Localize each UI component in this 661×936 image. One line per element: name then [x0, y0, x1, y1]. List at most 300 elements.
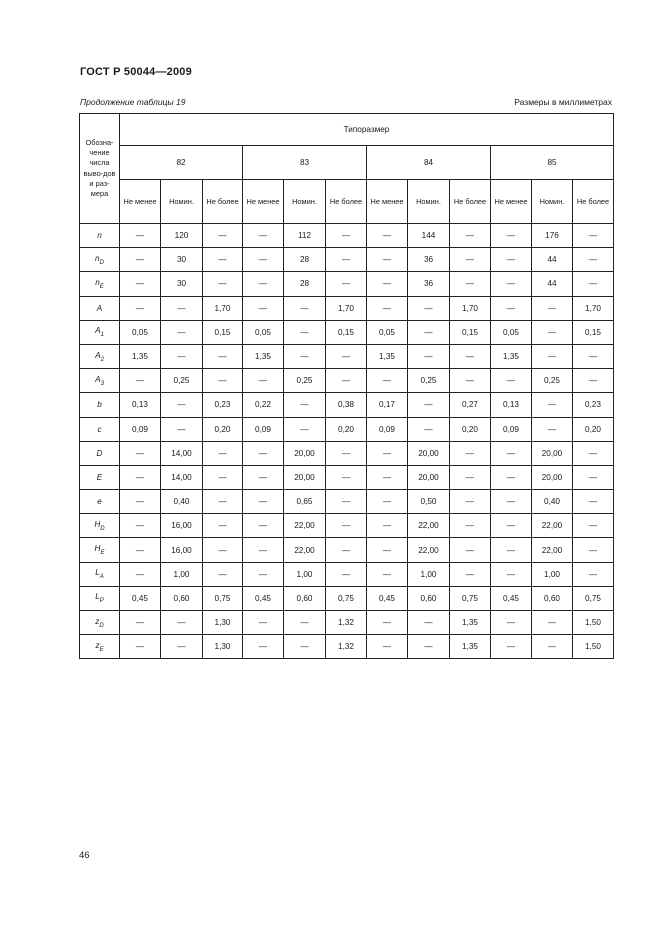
value-cell: 1,30 [203, 635, 243, 659]
table-row [80, 611, 614, 635]
value-cell: — [284, 296, 326, 320]
value-cell: — [491, 611, 532, 635]
parameter-symbol [80, 635, 120, 659]
value-cell: — [326, 562, 367, 586]
value-cell: 36 [408, 248, 450, 272]
parameter-symbol [80, 465, 120, 489]
value-cell: — [326, 538, 367, 562]
value-cell: — [532, 635, 573, 659]
value-cell: — [161, 611, 203, 635]
value-cell: 0,25 [532, 369, 573, 393]
value-cell: — [326, 224, 367, 248]
value-cell: 0,13 [120, 393, 161, 417]
symbol-subscript: 1 [100, 332, 104, 339]
symbol-subscript: D [99, 259, 104, 266]
value-cell: 0,23 [573, 393, 614, 417]
value-cell: — [573, 344, 614, 368]
symbol-subscript: E [99, 646, 104, 653]
value-cell: 112 [284, 224, 326, 248]
parameter-symbol [80, 417, 120, 441]
value-cell: — [120, 441, 161, 465]
value-cell: — [120, 296, 161, 320]
value-cell: — [243, 611, 284, 635]
value-cell: 16,00 [161, 514, 203, 538]
value-cell: 0,38 [326, 393, 367, 417]
value-cell: 0,65 [284, 490, 326, 514]
value-cell: 144 [408, 224, 450, 248]
symbol-subscript: 2 [100, 356, 104, 363]
value-cell: — [161, 320, 203, 344]
value-cell: — [491, 441, 532, 465]
value-cell: — [367, 611, 408, 635]
min-subheader: Не менее [367, 180, 408, 224]
symbol-letter: e [97, 497, 102, 507]
symbol-subscript: 3 [100, 380, 104, 387]
value-cell: 1,00 [284, 562, 326, 586]
value-cell: — [243, 296, 284, 320]
value-cell: 1,70 [326, 296, 367, 320]
parameter-symbol [80, 248, 120, 272]
value-cell: 22,00 [284, 514, 326, 538]
parameter-symbol [80, 320, 120, 344]
value-cell: — [243, 538, 284, 562]
value-cell: — [120, 514, 161, 538]
value-cell: 0,09 [367, 417, 408, 441]
value-cell: — [203, 465, 243, 489]
header-row-sizes [80, 146, 614, 180]
table-row [80, 586, 614, 610]
value-cell: 0,22 [243, 393, 284, 417]
value-cell: — [326, 248, 367, 272]
value-cell: — [326, 490, 367, 514]
value-cell: 28 [284, 272, 326, 296]
value-cell: — [367, 441, 408, 465]
table-row [80, 441, 614, 465]
value-cell: 0,75 [573, 586, 614, 610]
value-cell: 0,23 [203, 393, 243, 417]
value-cell: — [203, 272, 243, 296]
value-cell: — [203, 441, 243, 465]
size-header: 84 [367, 146, 491, 180]
value-cell: — [408, 417, 450, 441]
symbol-letter: D [96, 448, 103, 458]
value-cell: — [203, 538, 243, 562]
value-cell: — [491, 538, 532, 562]
symbol-letter: n [97, 231, 102, 241]
table-row [80, 490, 614, 514]
value-cell: — [573, 369, 614, 393]
value-cell: 0,50 [408, 490, 450, 514]
value-cell: 1,00 [161, 562, 203, 586]
value-cell: — [450, 344, 491, 368]
value-cell: 44 [532, 248, 573, 272]
value-cell: 0,75 [326, 586, 367, 610]
min-subheader: Не менее [120, 180, 161, 224]
value-cell: 120 [161, 224, 203, 248]
value-cell: 1,35 [120, 344, 161, 368]
value-cell: 0,60 [284, 586, 326, 610]
value-cell: — [367, 538, 408, 562]
parameter-symbol [80, 272, 120, 296]
value-cell: 1,32 [326, 635, 367, 659]
value-cell: — [450, 562, 491, 586]
value-cell: — [573, 514, 614, 538]
nominal-subheader: Номин. [408, 180, 450, 224]
value-cell: — [450, 538, 491, 562]
max-subheader: Не более [450, 180, 491, 224]
value-cell: — [450, 514, 491, 538]
value-cell: — [161, 635, 203, 659]
table-row [80, 417, 614, 441]
value-cell: — [326, 369, 367, 393]
table-row [80, 369, 614, 393]
value-cell: — [408, 611, 450, 635]
value-cell: 22,00 [408, 538, 450, 562]
value-cell: — [120, 248, 161, 272]
value-cell: 176 [532, 224, 573, 248]
value-cell: 1,35 [450, 611, 491, 635]
value-cell: 0,75 [450, 586, 491, 610]
header-row-group [80, 114, 614, 146]
max-subheader: Не более [326, 180, 367, 224]
value-cell: 1,30 [203, 611, 243, 635]
value-cell: — [408, 296, 450, 320]
value-cell: — [532, 611, 573, 635]
value-cell: — [203, 514, 243, 538]
symbol-letter: A [96, 303, 103, 313]
value-cell: — [161, 296, 203, 320]
value-cell: — [408, 344, 450, 368]
value-cell: — [408, 635, 450, 659]
value-cell: — [367, 562, 408, 586]
value-cell: 1,70 [203, 296, 243, 320]
value-cell: — [491, 635, 532, 659]
table-row [80, 635, 614, 659]
value-cell: — [532, 417, 573, 441]
value-cell: 0,09 [491, 417, 532, 441]
value-cell: — [326, 272, 367, 296]
min-subheader: Не менее [243, 180, 284, 224]
value-cell: — [284, 344, 326, 368]
value-cell: 1,00 [408, 562, 450, 586]
value-cell: — [491, 369, 532, 393]
document-title: ГОСТ Р 50044—2009 [80, 66, 192, 78]
value-cell: — [450, 272, 491, 296]
table-row [80, 224, 614, 248]
value-cell: 1,50 [573, 635, 614, 659]
value-cell: 0,75 [203, 586, 243, 610]
value-cell: — [491, 224, 532, 248]
value-cell: — [326, 465, 367, 489]
value-cell: — [450, 224, 491, 248]
table-row [80, 393, 614, 417]
value-cell: 22,00 [408, 514, 450, 538]
value-cell: 0,09 [243, 417, 284, 441]
value-cell: — [450, 441, 491, 465]
value-cell: — [120, 490, 161, 514]
symbol-letter: n [95, 253, 100, 263]
value-cell: — [120, 562, 161, 586]
value-cell: 1,32 [326, 611, 367, 635]
value-cell: 14,00 [161, 465, 203, 489]
symbol-letter: L [95, 592, 100, 602]
value-cell: — [243, 224, 284, 248]
value-cell: 22,00 [284, 538, 326, 562]
symbol-subscript: A [99, 574, 104, 581]
value-cell: — [573, 248, 614, 272]
value-cell: 1,70 [450, 296, 491, 320]
value-cell: — [161, 344, 203, 368]
value-cell: 1,35 [450, 635, 491, 659]
parameter-symbol [80, 393, 120, 417]
symbol-letter: b [97, 400, 102, 410]
value-cell: — [367, 635, 408, 659]
value-cell: — [450, 248, 491, 272]
value-cell: 30 [161, 272, 203, 296]
value-cell: 16,00 [161, 538, 203, 562]
table-continuation-caption: Продолжение таблицы 19 [80, 97, 186, 107]
value-cell: — [161, 393, 203, 417]
header-row-subheaders [80, 180, 614, 224]
value-cell: — [284, 611, 326, 635]
symbol-subscript: D [100, 525, 105, 532]
size-header: 82 [120, 146, 243, 180]
value-cell: — [284, 393, 326, 417]
value-cell: 0,60 [532, 586, 573, 610]
value-cell: — [120, 272, 161, 296]
value-cell: 22,00 [532, 538, 573, 562]
table-body [80, 224, 614, 659]
page-number: 46 [79, 850, 90, 861]
value-cell: — [203, 248, 243, 272]
value-cell: — [491, 465, 532, 489]
table-row [80, 320, 614, 344]
value-cell: — [367, 490, 408, 514]
value-cell: — [243, 248, 284, 272]
value-cell: 22,00 [532, 514, 573, 538]
units-caption: Размеры в миллиметрах [514, 97, 612, 107]
max-subheader: Не более [573, 180, 614, 224]
value-cell: — [326, 514, 367, 538]
value-cell: — [573, 465, 614, 489]
value-cell: — [450, 490, 491, 514]
value-cell: 0,20 [326, 417, 367, 441]
symbol-letter: c [97, 424, 102, 434]
parameter-symbol [80, 538, 120, 562]
value-cell: 0,27 [450, 393, 491, 417]
nominal-subheader: Номин. [532, 180, 573, 224]
value-cell: — [573, 441, 614, 465]
value-cell: 44 [532, 272, 573, 296]
value-cell: — [326, 344, 367, 368]
value-cell: 0,15 [326, 320, 367, 344]
value-cell: 0,05 [367, 320, 408, 344]
value-cell: 0,45 [367, 586, 408, 610]
nominal-subheader: Номин. [161, 180, 203, 224]
value-cell: — [450, 465, 491, 489]
value-cell: — [203, 490, 243, 514]
value-cell: 20,00 [284, 465, 326, 489]
value-cell: — [120, 224, 161, 248]
value-cell: 0,17 [367, 393, 408, 417]
value-cell: — [367, 514, 408, 538]
parameter-symbol [80, 296, 120, 320]
value-cell: — [243, 514, 284, 538]
value-cell: — [243, 490, 284, 514]
value-cell: — [532, 344, 573, 368]
parameter-symbol [80, 441, 120, 465]
table-row [80, 514, 614, 538]
table-row [80, 248, 614, 272]
value-cell: — [243, 562, 284, 586]
value-cell: — [120, 369, 161, 393]
parameter-symbol [80, 490, 120, 514]
symbol-letter: n [95, 277, 100, 287]
parameter-symbol [80, 224, 120, 248]
value-cell: 0,05 [243, 320, 284, 344]
value-cell: — [120, 635, 161, 659]
value-cell: 0,13 [491, 393, 532, 417]
value-cell: — [573, 272, 614, 296]
value-cell: 0,15 [450, 320, 491, 344]
value-cell: — [491, 296, 532, 320]
parameter-symbol [80, 611, 120, 635]
table-row [80, 562, 614, 586]
value-cell: — [161, 417, 203, 441]
symbol-subscript: E [100, 550, 105, 557]
size-header: 83 [243, 146, 367, 180]
value-cell: 0,45 [491, 586, 532, 610]
symbol-letter: L [95, 568, 100, 578]
symbol-letter: A [95, 374, 101, 384]
value-cell: — [491, 562, 532, 586]
value-cell: — [532, 320, 573, 344]
value-cell: 0,45 [120, 586, 161, 610]
value-cell: — [120, 538, 161, 562]
symbol-letter: H [94, 519, 101, 529]
value-cell: — [450, 369, 491, 393]
nominal-subheader: Номин. [284, 180, 326, 224]
value-cell: — [573, 224, 614, 248]
value-cell: — [367, 248, 408, 272]
value-cell: — [408, 393, 450, 417]
value-cell: — [573, 490, 614, 514]
value-cell: 20,00 [408, 441, 450, 465]
value-cell: — [243, 272, 284, 296]
value-cell: — [491, 514, 532, 538]
symbol-letter: A [95, 326, 101, 336]
value-cell: 20,00 [408, 465, 450, 489]
parameter-symbol [80, 586, 120, 610]
value-cell: 0,25 [408, 369, 450, 393]
value-cell: 0,20 [450, 417, 491, 441]
value-cell: — [203, 344, 243, 368]
table-row [80, 272, 614, 296]
value-cell: 20,00 [284, 441, 326, 465]
dimensions-table [79, 113, 614, 659]
value-cell: — [284, 320, 326, 344]
max-subheader: Не более [203, 180, 243, 224]
symbol-subscript: P [99, 598, 104, 605]
value-cell: 0,05 [120, 320, 161, 344]
value-cell: 0,09 [120, 417, 161, 441]
value-cell: 0,60 [408, 586, 450, 610]
symbol-letter: z [95, 616, 100, 626]
value-cell: — [367, 369, 408, 393]
value-cell: 0,15 [573, 320, 614, 344]
value-cell: 14,00 [161, 441, 203, 465]
value-cell: — [367, 224, 408, 248]
value-cell: — [408, 320, 450, 344]
table-row [80, 538, 614, 562]
value-cell: 0,25 [284, 369, 326, 393]
value-cell: 0,45 [243, 586, 284, 610]
value-cell: — [532, 393, 573, 417]
value-cell: — [203, 369, 243, 393]
value-cell: — [284, 635, 326, 659]
type-size-header: Типоразмер [120, 114, 614, 146]
value-cell: — [120, 611, 161, 635]
value-cell: 0,05 [491, 320, 532, 344]
value-cell: 30 [161, 248, 203, 272]
value-cell: 0,25 [161, 369, 203, 393]
value-cell: 0,20 [203, 417, 243, 441]
min-subheader: Не менее [491, 180, 532, 224]
value-cell: 0,60 [161, 586, 203, 610]
value-cell: — [491, 248, 532, 272]
value-cell: 1,35 [491, 344, 532, 368]
value-cell: 1,00 [532, 562, 573, 586]
value-cell: — [243, 441, 284, 465]
value-cell: — [243, 465, 284, 489]
symbol-subscript: E [99, 283, 104, 290]
symbol-letter: H [94, 544, 101, 554]
table-row [80, 344, 614, 368]
value-cell: — [573, 538, 614, 562]
symbol-subscript: D [99, 622, 104, 629]
symbol-letter: z [95, 640, 100, 650]
parameter-symbol [80, 562, 120, 586]
value-cell: — [491, 490, 532, 514]
value-cell: 1,70 [573, 296, 614, 320]
symbol-letter: A [95, 350, 101, 360]
value-cell: — [573, 562, 614, 586]
value-cell: 1,35 [243, 344, 284, 368]
parameter-symbol [80, 344, 120, 368]
value-cell: — [243, 369, 284, 393]
value-cell: 28 [284, 248, 326, 272]
value-cell: — [532, 296, 573, 320]
value-cell: 36 [408, 272, 450, 296]
value-cell: — [120, 465, 161, 489]
value-cell: — [326, 441, 367, 465]
value-cell: — [284, 417, 326, 441]
value-cell: 0,40 [532, 490, 573, 514]
value-cell: — [367, 465, 408, 489]
value-cell: 20,00 [532, 441, 573, 465]
value-cell: 0,40 [161, 490, 203, 514]
value-cell: 1,35 [367, 344, 408, 368]
value-cell: — [491, 272, 532, 296]
value-cell: 0,20 [573, 417, 614, 441]
value-cell: — [243, 635, 284, 659]
value-cell: 1,50 [573, 611, 614, 635]
value-cell: — [203, 562, 243, 586]
parameter-symbol [80, 369, 120, 393]
symbol-letter: E [96, 472, 103, 482]
size-header: 85 [491, 146, 614, 180]
value-cell: 20,00 [532, 465, 573, 489]
